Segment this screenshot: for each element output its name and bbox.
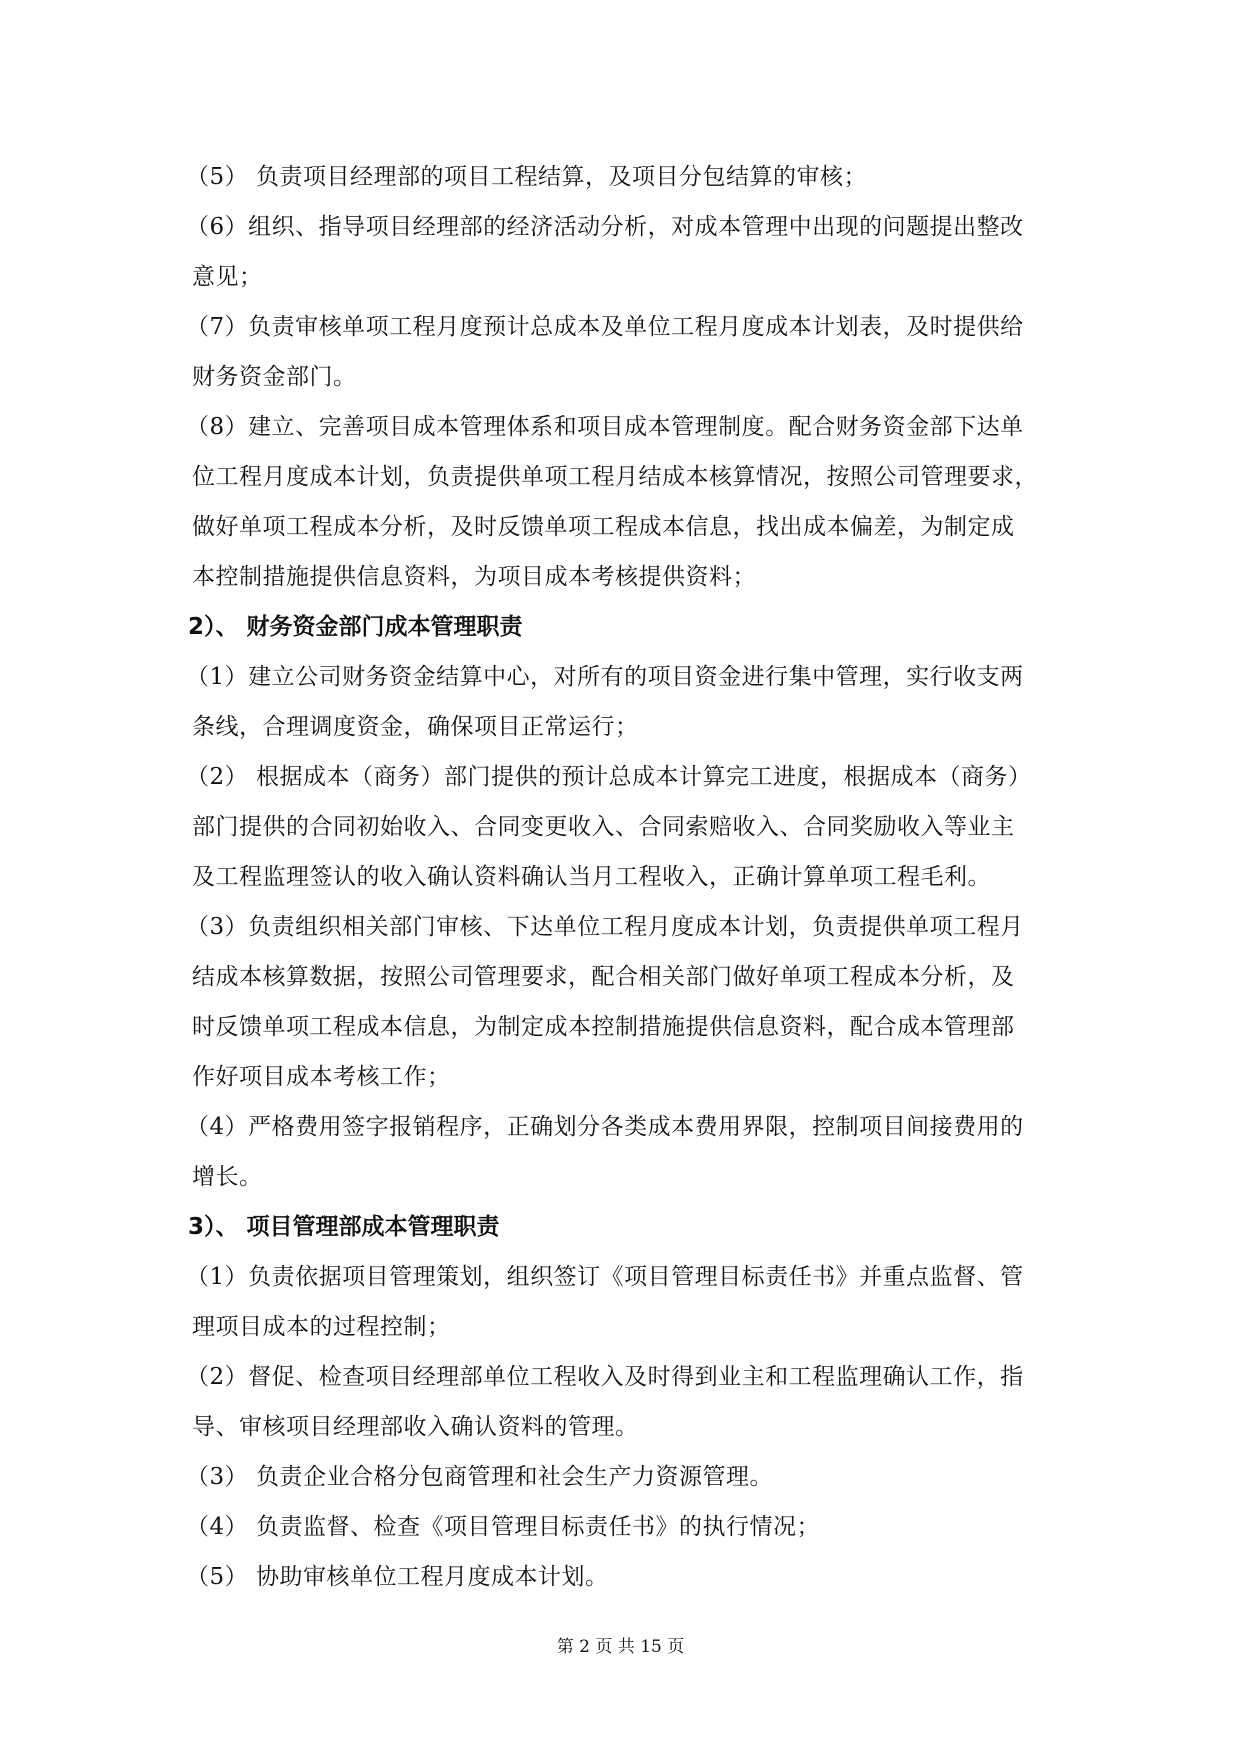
list-item: [186, 202, 1066, 302]
paragraph-line: 及工程监理签认的收入确认资料确认当月工程收入，正确计算单项工程毛利。: [192, 864, 991, 890]
paragraph-line: 导、审核项目经理部收入确认资料的管理。: [192, 1414, 639, 1440]
list-item: [186, 652, 1066, 752]
page-footer: 第 2 页 共 15 页: [556, 1637, 685, 1657]
paragraph-line: （4）严格费用签字报销程序，正确划分各类成本费用界限，控制项目间接费用的: [186, 1114, 1024, 1140]
section-1-list: [186, 152, 1066, 602]
section-heading-3: 3）、 项目管理部成本管理职责: [188, 1214, 500, 1240]
list-item: [186, 752, 1066, 902]
section-2-list: [186, 652, 1066, 1202]
list-item: [186, 1502, 1066, 1552]
paragraph-line: （6）组织、指导项目经理部的经济活动分析，对成本管理中出现的问题提出整改: [186, 214, 1024, 240]
paragraph-line: 增长。: [192, 1164, 263, 1190]
list-item: [186, 902, 1066, 1102]
paragraph-line: 意见；: [192, 264, 263, 290]
list-item: [186, 402, 1066, 602]
list-item: [186, 1102, 1066, 1202]
paragraph-line: （8）建立、完善项目成本管理体系和项目成本管理制度。配合财务资金部下达单: [186, 414, 1024, 440]
section-3-list: [186, 1252, 1066, 1602]
paragraph-line: （4） 负责监督、检查《项目管理目标责任书》的执行情况；: [186, 1514, 820, 1540]
section-heading-2: 2）、 财务资金部门成本管理职责: [188, 614, 523, 640]
paragraph-line: （5） 负责项目经理部的项目工程结算，及项目分包结算的审核；: [186, 164, 867, 190]
paragraph-line: （3）负责组织相关部门审核、下达单位工程月度成本计划，负责提供单项工程月: [186, 914, 1024, 940]
list-item: [186, 1352, 1066, 1452]
paragraph-line: （2） 根据成本（商务）部门提供的预计总成本计算完工进度，根据成本（商务）: [186, 764, 1032, 790]
paragraph-line: 位工程月度成本计划，负责提供单项工程月结成本核算情况，按照公司管理要求，: [192, 464, 1038, 490]
list-item: [186, 1452, 1066, 1502]
paragraph-line: 做好单项工程成本分析，及时反馈单项工程成本信息，找出成本偏差，为制定成: [192, 514, 1015, 540]
list-item: [186, 1252, 1066, 1352]
list-item: [186, 302, 1066, 402]
list-item: [186, 1552, 1066, 1602]
paragraph-line: （3） 负责企业合格分包商管理和社会生产力资源管理。: [186, 1464, 773, 1490]
paragraph-line: 时反馈单项工程成本信息，为制定成本控制措施提供信息资料，配合成本管理部: [192, 1014, 1015, 1040]
list-item: [186, 152, 1066, 202]
paragraph-line: （2）督促、检查项目经理部单位工程收入及时得到业主和工程监理确认工作，指: [186, 1364, 1024, 1390]
paragraph-line: 部门提供的合同初始收入、合同变更收入、合同索赔收入、合同奖励收入等业主: [192, 814, 1015, 840]
paragraph-line: 本控制措施提供信息资料，为项目成本考核提供资料；: [192, 564, 756, 590]
paragraph-line: 条线，合理调度资金，确保项目正常运行；: [192, 714, 639, 740]
paragraph-line: 结成本核算数据，按照公司管理要求，配合相关部门做好单项工程成本分析，及: [192, 964, 1015, 990]
paragraph-line: （5） 协助审核单位工程月度成本计划。: [186, 1564, 609, 1590]
paragraph-line: 财务资金部门。: [192, 364, 357, 390]
paragraph-line: 作好项目成本考核工作；: [192, 1064, 451, 1090]
document-body: [186, 152, 1066, 1602]
paragraph-line: （7）负责审核单项工程月度预计总成本及单位工程月度成本计划表，及时提供给: [186, 314, 1024, 340]
paragraph-line: 理项目成本的过程控制；: [192, 1314, 451, 1340]
paragraph-line: （1）负责依据项目管理策划，组织签订《项目管理目标责任书》并重点监督、管: [186, 1264, 1024, 1290]
paragraph-line: （1）建立公司财务资金结算中心，对所有的项目资金进行集中管理，实行收支两: [186, 664, 1024, 690]
